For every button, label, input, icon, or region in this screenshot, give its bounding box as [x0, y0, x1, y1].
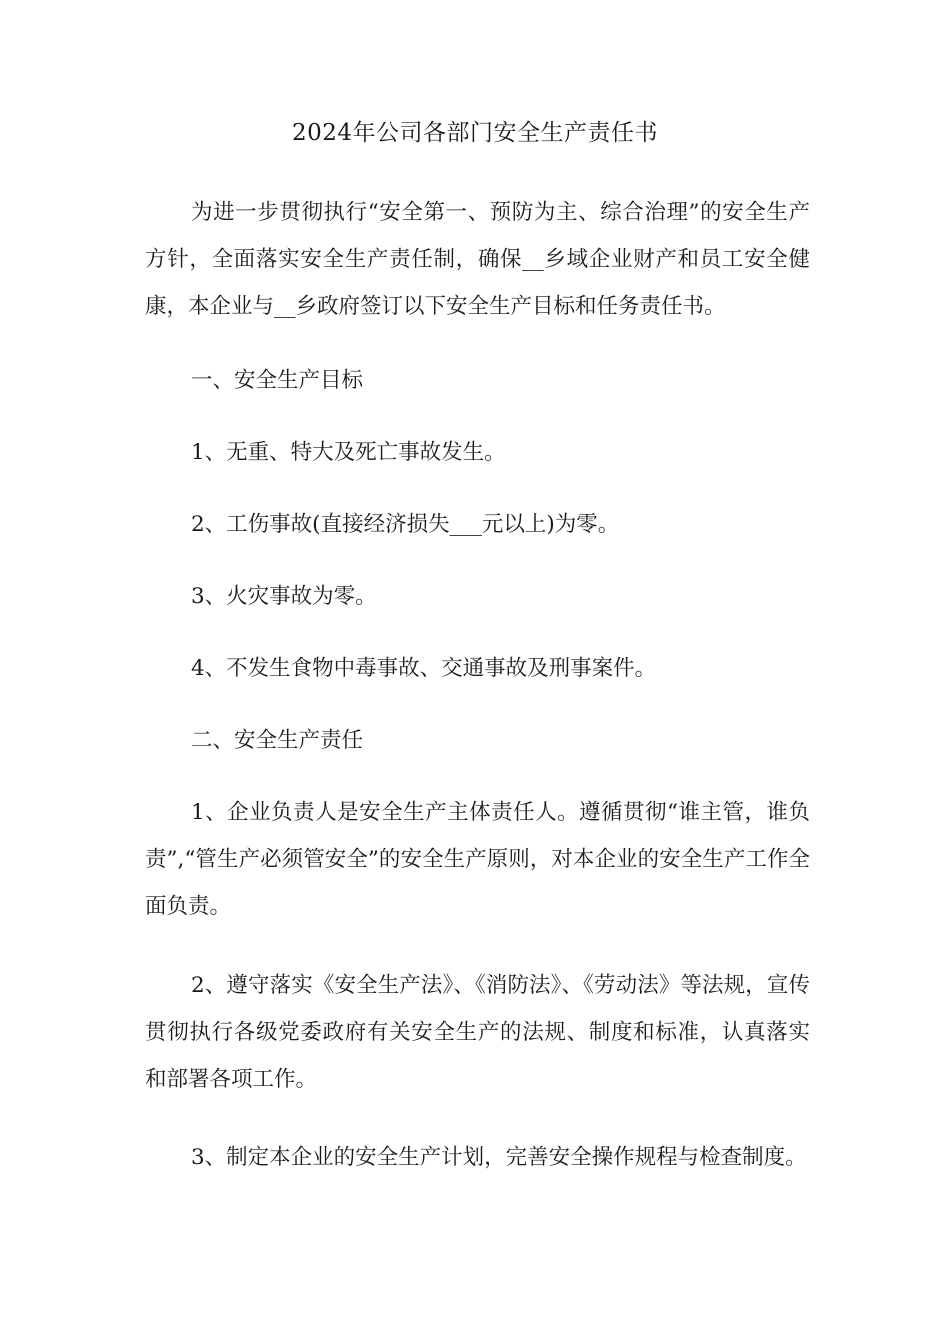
goal-item-3: 3、火灾事故为零。 — [191, 584, 377, 609]
goal-item-1: 1、无重、特大及死亡事故发生。 — [191, 440, 506, 465]
goal-item-4: 4、不发生食物中毒事故、交通事故及刑事案件。 — [191, 656, 657, 681]
section-heading-responsibility: 二、安全生产责任 — [191, 728, 364, 753]
responsibility-item-3: 3、制定本企业的安全生产计划，完善安全操作规程与检查制度。 — [191, 1145, 807, 1170]
section-heading-goals: 一、安全生产目标 — [191, 368, 364, 393]
responsibility-item-2: 2、遵守落实《安全生产法》、《消防法》、《劳动法》等法规，宣传贯彻执行各级党委政府有关安全生产的法规、制度和标准，认真落实和部署各项工作。 — [145, 973, 810, 1092]
goal-item-2: 2、工伤事故(直接经济损失___元以上)为零。 — [191, 512, 620, 537]
responsibility-item-1: 1、企业负责人是安全生产主体责任人。遵循贯彻“谁主管，谁负责”,“管生产必须管安全”的安全生产原则，对本企业的安全生产工作全面负责。 — [145, 800, 810, 919]
document-title: 2024年公司各部门安全生产责任书 — [291, 120, 659, 146]
intro-paragraph: 为进一步贯彻执行“安全第一、预防为主、综合治理”的安全生产方针，全面落实安全生产责任制，确保__乡域企业财产和员工安全健康，本企业与__乡政府签订以下安全生产目标和任务责任书。 — [145, 200, 810, 319]
